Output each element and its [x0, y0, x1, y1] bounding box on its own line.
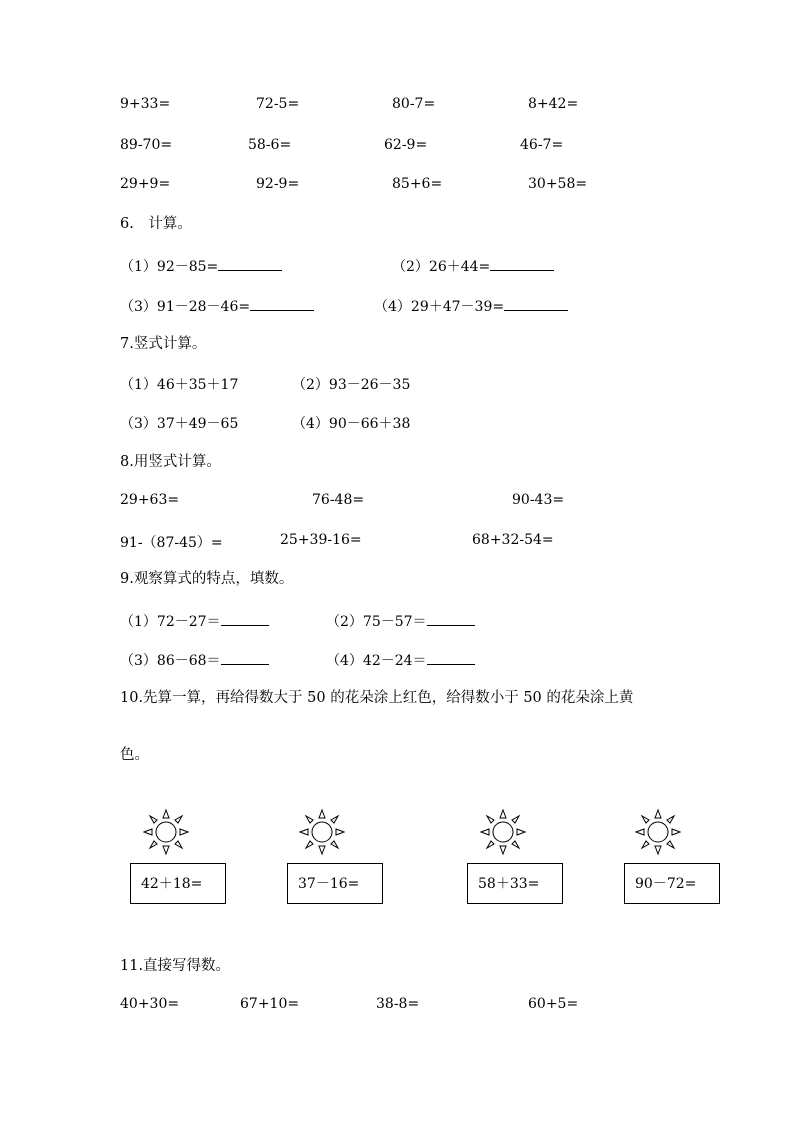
intro-expression: 46-7=: [520, 137, 564, 153]
q11-expression: 60+5=: [528, 996, 579, 1012]
q8-expression: 25+39-16=: [280, 532, 362, 548]
q10-expression-box[interactable]: 42＋18=: [130, 863, 226, 904]
answer-blank[interactable]: [218, 256, 282, 271]
sun-flower-icon[interactable]: [633, 807, 683, 857]
q9-item-text: （1）72－27＝: [120, 614, 221, 630]
q9-item-1: [120, 611, 269, 631]
q7-item: （1）46＋35＋17: [120, 377, 239, 393]
sun-flower-icon[interactable]: [297, 807, 347, 857]
intro-expression: 58-6=: [248, 137, 292, 153]
answer-blank[interactable]: [490, 256, 554, 271]
answer-blank[interactable]: [250, 296, 314, 311]
sun-flower-icon[interactable]: [141, 807, 191, 857]
q8-expression: 90-43=: [512, 492, 565, 508]
q9-item-text: （4）42－24＝: [326, 653, 427, 669]
q10-expression-box[interactable]: 37－16=: [287, 863, 383, 904]
q9-item-text: （3）86－68＝: [120, 653, 221, 669]
q9-title: 9.观察算式的特点，填数。: [120, 571, 294, 587]
q6-item-text: （1）92－85=: [120, 259, 219, 275]
q11-expression: 40+30=: [120, 996, 180, 1012]
q8-expression: 68+32-54=: [472, 532, 554, 548]
intro-expression: 80-7=: [392, 96, 436, 112]
q6-item-4: [374, 296, 568, 316]
q8-title: 8.用竖式计算。: [120, 454, 221, 470]
q10-expression-box[interactable]: 58＋33=: [467, 863, 563, 904]
q6-item-2: [392, 256, 554, 276]
q6-item-3: [120, 296, 314, 316]
q8-expression: 29+63=: [120, 492, 180, 508]
q10-title-line2: 色。: [120, 747, 149, 763]
answer-blank[interactable]: [427, 611, 475, 626]
intro-expression: 8+42=: [528, 96, 579, 112]
q11-title: 11.直接写得数。: [120, 958, 231, 974]
intro-expression: 30+58=: [528, 176, 588, 192]
q11-expression: 38-8=: [376, 996, 420, 1012]
intro-expression: 72-5=: [256, 96, 300, 112]
answer-blank[interactable]: [221, 611, 269, 626]
q8-expression: 91-（87-45）=: [120, 535, 223, 551]
intro-expression: 9+33=: [120, 96, 171, 112]
q9-item-2: [326, 611, 475, 631]
intro-expression: 89-70=: [120, 137, 173, 153]
q8-expression: 76-48=: [312, 492, 365, 508]
q9-item-3: [120, 650, 269, 670]
q7-item: （3）37＋49－65: [120, 416, 239, 432]
q6-item-text: （2）26＋44=: [392, 259, 491, 275]
intro-expression: 29+9=: [120, 176, 171, 192]
q7-title: 7.竖式计算。: [120, 336, 207, 352]
q9-item-text: （2）75－57＝: [326, 614, 427, 630]
answer-blank[interactable]: [504, 296, 568, 311]
sun-flower-icon[interactable]: [478, 807, 528, 857]
q6-item-text: （4）29＋47－39=: [374, 299, 505, 315]
answer-blank[interactable]: [221, 650, 269, 665]
q6-item-1: [120, 256, 282, 276]
intro-expression: 92-9=: [256, 176, 300, 192]
answer-blank[interactable]: [427, 650, 475, 665]
q7-item: （2）93－26－35: [292, 377, 411, 393]
q7-item: （4）90－66＋38: [292, 416, 411, 432]
intro-expression: 62-9=: [384, 137, 428, 153]
q11-expression: 67+10=: [240, 996, 300, 1012]
q6-item-text: （3）91－28－46=: [120, 299, 251, 315]
q6-title: 6. 计算。: [120, 216, 192, 232]
q10-expression-box[interactable]: 90－72=: [624, 863, 720, 904]
intro-expression: 85+6=: [392, 176, 443, 192]
q10-title-line1: 10.先算一算，再给得数大于 50 的花朵涂上红色，给得数小于 50 的花朵涂上黄: [120, 690, 634, 706]
q9-item-4: [326, 650, 475, 670]
